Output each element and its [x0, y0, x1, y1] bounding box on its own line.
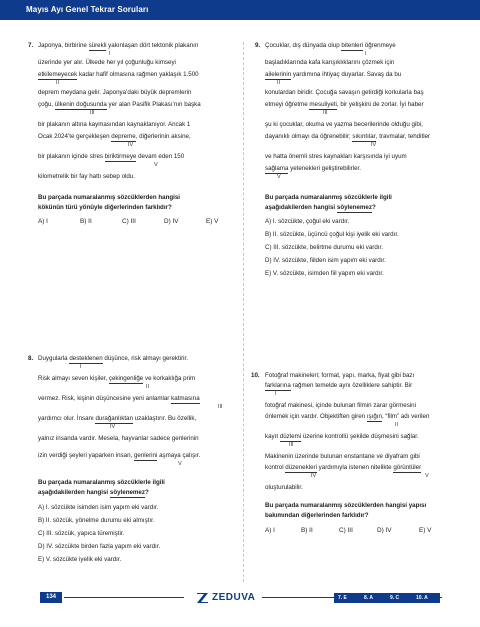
mark-5: V [277, 174, 281, 180]
question-prompt: Bu parçada numaralanmış sözcüklerden hangisi [38, 194, 181, 201]
mark-1: I [80, 364, 82, 370]
mark-1: I [109, 51, 111, 57]
mark-4: IV [371, 142, 377, 148]
answer-key [334, 593, 440, 603]
option-e[interactable]: E) V [206, 218, 219, 225]
option-a[interactable]: A) I [265, 527, 275, 534]
header-bar [0, 0, 480, 20]
question-number: 7. [28, 42, 34, 49]
mark-2: II [56, 80, 60, 86]
zeduva-logo-icon [196, 591, 209, 604]
option-d[interactable]: D) IV [164, 218, 179, 225]
question-number: 8. [28, 355, 34, 362]
question-9: 9. Çocuklar, dış dünyada olup bitenleri öğrenmeye I başladıklarında kafa karışıklıklarını çözmek için ailelerinin yardımına ihtiyaç duyarlar. Savaş da bu II konulardan biridir. Çocuğa savaşın getirdiği korkularla baş etmeyi öğretme mesuliyeti, bir yetişkini de zorlar. İyi haber III şu ki çocuklar, okuma ve yazma becerilerinde olduğu gibi, dayanıklı olmayı da öğrenebilir; sıkıntılar, travmalar, tehditler IV ve hatta önemli stres kaynakları karşısında iyi uyum sağlama yetenekleri geliştirebilirler. V Bu parçada numaralanmış sözcüklerle ilgili aşağıdakilerden hangisi söylenemez? A) I. sözcükte, çoğul eki vardır. B) II. sözcükte, üçüncü çoğul kişi iyelik eki vardır. C) III. sözcükte, belirtme durumu eki vardır. D) IV. sözcükte, fiilden isim yapım eki vardır. E) V. sözcükte, isimden fiil yapım eki vardır. [255, 42, 431, 277]
mark-4: IV [110, 424, 116, 430]
mark-1: I [275, 391, 277, 397]
mark-5: V [425, 473, 429, 479]
option-e[interactable]: E) V [419, 527, 432, 534]
mark-4: IV [311, 473, 317, 479]
mark-3: III [90, 110, 95, 116]
question-number: 9. [255, 42, 261, 49]
option-d[interactable]: D) IV. sözcükte, fiilden isim yapım eki vardır. [265, 257, 386, 264]
question-text-line: Japonya, birbirine sürekli yakınlaşan dört tektonik plakanın [38, 42, 199, 49]
mark-3: III [289, 442, 294, 448]
page-title: Mayıs Ayı Genel Tekrar Soruları [26, 5, 149, 14]
option-a[interactable]: A) I. sözcükte, çoğul eki vardır. [265, 218, 350, 225]
option-b[interactable]: B) II. sözcükte, üçüncü çoğul kişi iyelik eki vardır. [265, 231, 399, 238]
page-number: 134 [40, 592, 62, 603]
question-10: 10. Fotoğraf makineleri; format, yapı, marka, fiyat gibi bazı farklarına rağmen temelde aynı özelliklere sahiptir. Bir I fotoğraf makinesi, içinde bulunan filmin zarar görmesini önlemek için vardır. Objektiften giren ışığın, “film” adı verilen II kayıt düzlemi üzerine kontrollü şekilde düşmesini sağlar. III Makinenin üzerinde bulunan enstantane ve diyafram gibi kontrol düzenekleri yardımıyla istenen nitelikte görüntüler IV V oluşturulabilir. Bu parçada numaralanmış sözcüklerden hangisi yapısı bakımından diğerlerinden farklıdır? A) I B) II C) III D) IV E) V [251, 372, 432, 534]
option-b[interactable]: B) II [80, 218, 92, 225]
answer-key-item: 8. A [364, 595, 373, 601]
question-7: 7. Japonya, birbirine sürekli yakınlaşan dört tektonik plakanın I üzerinde yer alır. Ülkede her yıl çoğunluğu kimseyi etkilemeyecek kadar hafif olmasına rağmen yaklaşık 1.500 II deprem meydana gelir. Japonya’daki büyük depremlerin çoğu, ülkenin doğusunda yer alan Pasifik Plakası’nın başka III bir plakanın altına kaymasından kaynaklanıyor. Ancak 1 Ocak 2024’te gerçekleşen depreme, diğerlerinin aksine, IV bir plakanın içinde stres biriktirmeye devam eden 150 V kilometrelik bir fay hattı sebep oldu. Bu parçada numaralanmış sözcüklerden hangisi kökünün türü yönüyle diğerlerinden farklıdır? A) I B) II C) III D) IV E) V [28, 42, 219, 225]
option-b[interactable]: B) II. sözcük, yönelme durumu eki almıştır. [38, 517, 155, 524]
answer-key-item: 7. E [338, 595, 347, 601]
brand-logo: ZEDUVA [212, 592, 256, 603]
mark-1: I [365, 51, 367, 57]
option-e[interactable]: E) V. sözcükte, isimden fiil yapım eki vardır. [265, 270, 384, 277]
option-c[interactable]: C) III [339, 527, 353, 534]
mark-5: V [178, 461, 182, 467]
mark-2: II [277, 80, 281, 86]
mark-3: III [323, 110, 328, 116]
answer-key-item: 10. A [416, 595, 428, 601]
mark-2: II [395, 422, 399, 428]
question-number: 10. [251, 372, 260, 379]
option-d[interactable]: D) IV [377, 527, 392, 534]
option-c[interactable]: C) III. sözcükte, belirtme durumu eki vardır. [265, 244, 383, 251]
mark-3: III [218, 404, 223, 410]
option-d[interactable]: D) IV. sözcükte birden fazla yapım eki vardır. [38, 543, 161, 550]
mark-4: IV [128, 142, 134, 148]
question-8: 8. Duygularla desteklenen düşünce, risk almayı gerektirir. I Risk almayı seven kişiler, çekingenliğe ve korkaklığa prim II vermez. Risk, kişinin düşüncesine yeni anlamlar katmasına III yardımcı olur. İnsanı durağanlıktan uzaklaştırır. Bu özellik, IV yalnız insanda vardır. Mesela, hayvanlar sadece genlerinin izin verdiği şeyleri yaparken insan, genlerini aşmaya çalışır. V Bu parçada numaralanmış sözcüklerle ilgili aşağıdakilerden hangisi söylenemez? A) I. sözcükte isimden isim yapım eki vardır. B) II. sözcük, yönelme durumu eki almıştır. C) III. sözcük, yapıca türemiştir. D) IV. sözcükte birden fazla yapım eki vardır. E) V. sözcükte iyelik eki vardır. [28, 355, 223, 563]
option-a[interactable]: A) I [38, 218, 48, 225]
option-c[interactable]: C) III [122, 218, 136, 225]
footer-rule [64, 597, 184, 598]
option-b[interactable]: B) II [301, 527, 313, 534]
option-a[interactable]: A) I. sözcükte isimden isim yapım eki vardır. [38, 504, 159, 511]
option-c[interactable]: C) III. sözcük, yapıca türemiştir. [38, 530, 125, 537]
option-e[interactable]: E) V. sözcükte iyelik eki vardır. [38, 556, 122, 563]
answer-key-item: 9. C [390, 595, 400, 601]
mark-2: II [146, 384, 150, 390]
column-divider [243, 42, 244, 582]
mark-5: V [154, 162, 158, 168]
